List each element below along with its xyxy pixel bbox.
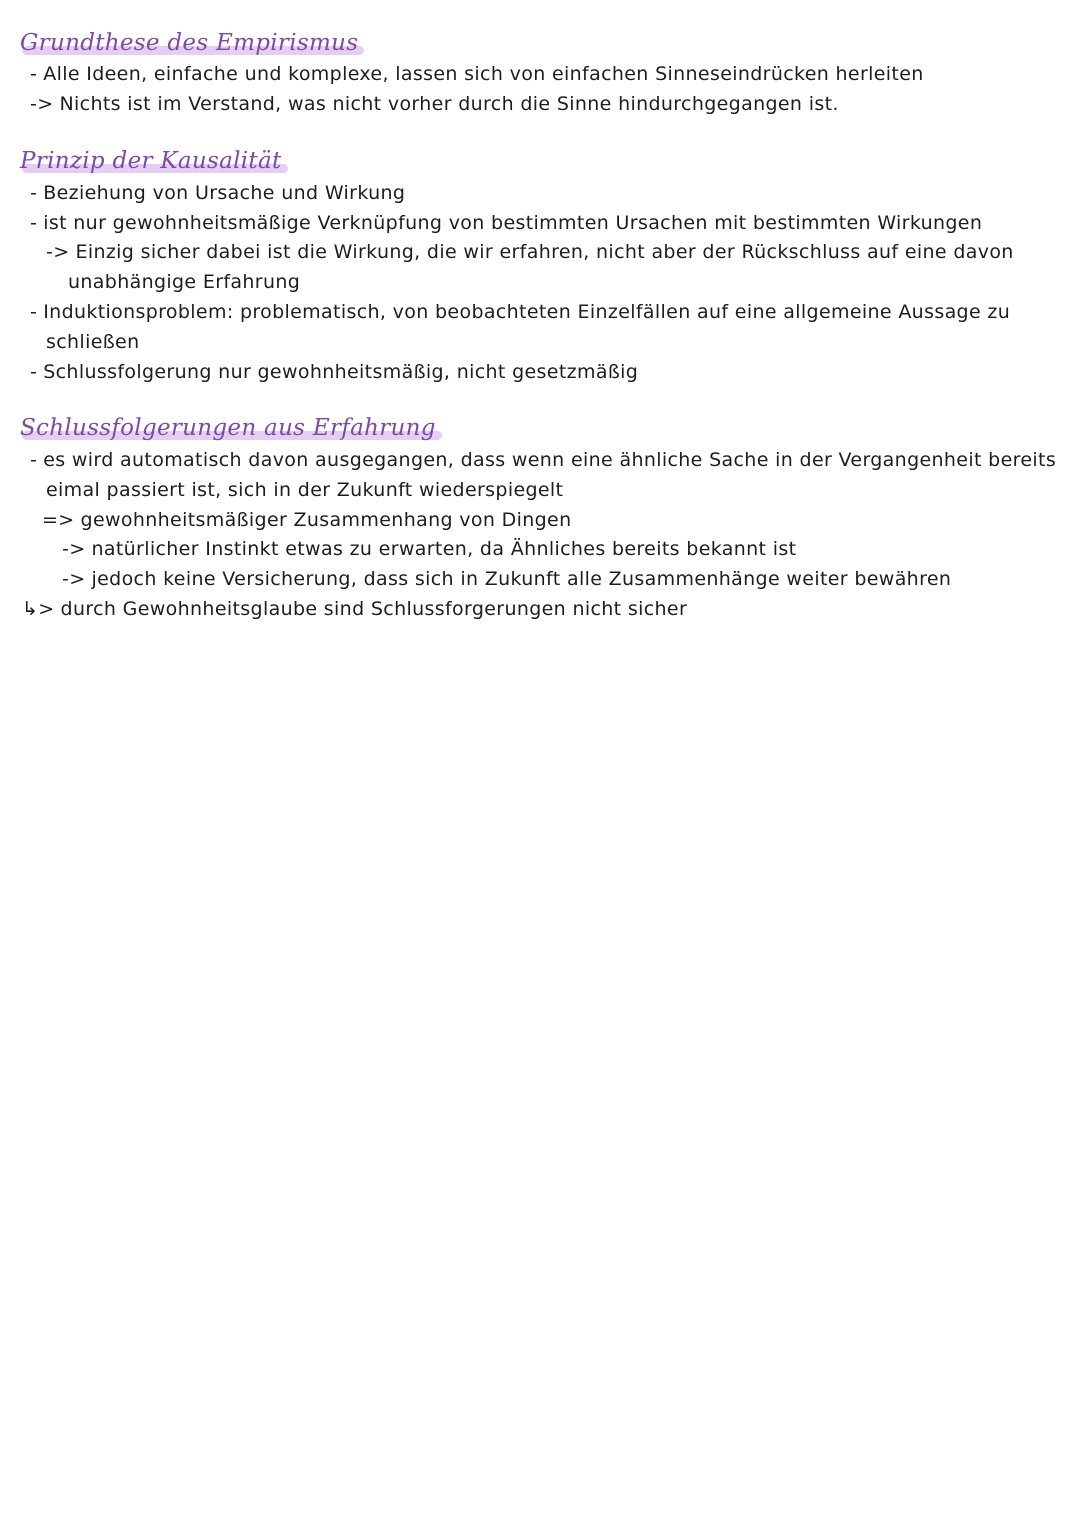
- note-line: [30, 360, 638, 384]
- note-text: eimal passiert ist, sich in der Zukunft wiederspiegelt: [46, 479, 564, 501]
- section-heading: Grundthese des Empirismus: [20, 30, 358, 56]
- note-text: Nichts ist im Verstand, was nicht vorher durch die Sinne hindurchgegangen ist.: [59, 93, 839, 115]
- note-text: Beziehung von Ursache und Wirkung: [43, 182, 406, 204]
- note-line: [62, 537, 796, 561]
- note-text: Induktionsproblem: problematisch, von beobachteten Einzelfällen auf eine allgemeine Aussage zu: [43, 301, 1011, 323]
- note-line: [30, 181, 405, 205]
- note-text: schließen: [46, 331, 140, 353]
- bullet-marker: -: [30, 63, 38, 85]
- note-text: unabhängige Erfahrung: [68, 271, 301, 293]
- note-line: [68, 270, 300, 294]
- note-text: Alle Ideen, einfache und komplexe, lassen sich von einfachen Sinneseindrücken herleiten: [43, 63, 924, 85]
- note-text: gewohnheitsmäßiger Zusammenhang von Dingen: [80, 509, 572, 531]
- note-line: [62, 567, 951, 591]
- note-line: [30, 211, 982, 235]
- section-heading: Prinzip der Kausalität: [20, 148, 282, 174]
- bullet-marker: -: [30, 301, 38, 323]
- note-text: es wird automatisch davon ausgegangen, dass wenn eine ähnliche Sache in der Vergangenheit bereits: [43, 449, 1057, 471]
- arrow-marker: ->: [62, 538, 86, 560]
- arrow-marker: ->: [30, 93, 54, 115]
- double-arrow-marker: =>: [42, 509, 75, 531]
- note-line: [42, 508, 571, 532]
- arrow-marker: ->: [46, 241, 70, 263]
- bullet-marker: -: [30, 361, 38, 383]
- return-arrow-marker: ↳>: [22, 598, 55, 620]
- section-heading: Schlussfolgerungen aus Erfahrung: [20, 415, 436, 441]
- note-line: [30, 62, 924, 86]
- arrow-marker: ->: [62, 568, 86, 590]
- note-line: [46, 240, 1014, 264]
- bullet-marker: -: [30, 212, 38, 234]
- note-text: natürlicher Instinkt etwas zu erwarten, da Ähnliches bereits bekannt ist: [91, 538, 797, 560]
- note-text: jedoch keine Versicherung, dass sich in Zukunft alle Zusammenhänge weiter bewähren: [91, 568, 952, 590]
- note-line: [46, 330, 139, 354]
- note-line: [30, 92, 839, 116]
- bullet-marker: -: [30, 182, 38, 204]
- note-text: ist nur gewohnheitsmäßige Verknüpfung von bestimmten Ursachen mit bestimmten Wirkungen: [43, 212, 983, 234]
- note-line: [30, 448, 1056, 472]
- note-text: Einzig sicher dabei ist die Wirkung, die wir erfahren, nicht aber der Rückschluss auf eine davon: [75, 241, 1014, 263]
- note-line: [46, 478, 563, 502]
- note-line: [22, 597, 687, 621]
- note-text: Schlussfolgerung nur gewohnheitsmäßig, nicht gesetzmäßig: [43, 361, 639, 383]
- note-text: durch Gewohnheitsglaube sind Schlussforgerungen nicht sicher: [60, 598, 688, 620]
- bullet-marker: -: [30, 449, 38, 471]
- note-line: [30, 300, 1010, 324]
